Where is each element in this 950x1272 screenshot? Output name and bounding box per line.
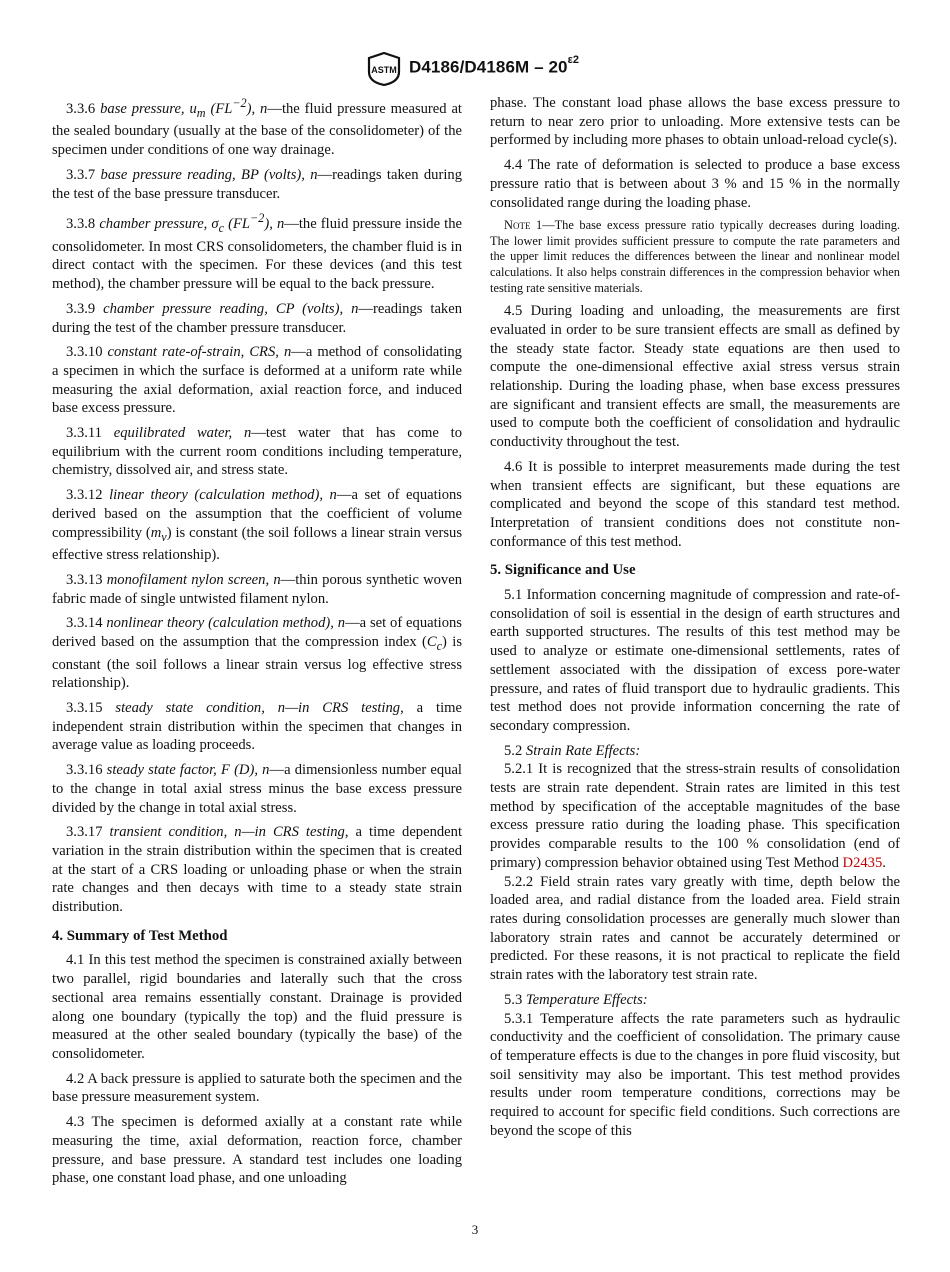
paragraph-5-3: 5.3 Temperature Effects:: [504, 991, 648, 1008]
left-column: [52, 94, 462, 1188]
definition-3-3-16: 3.3.16 steady state factor, F (D), n—a dimensionless number equal to the change in total axial stress minus the base excess pressure divided by the change in total axial stress.: [52, 762, 462, 816]
paragraph-5-2-2: 5.2.2 Field strain rates vary greatly with time, depth below the loaded area, and radial distance from the loaded area. Field strain rates during consolidation processes are generally much slower than laboratory strain rates and cannot be accurately determined or predicted. For these reasons, it is not practical to replicate the field strain rates with the laboratory test strain rate.: [490, 873, 900, 984]
paragraph-5-1: 5.1 Information concerning magnitude of compression and rate-of-consolidation of soil is essential in the design of earth structures and earth supported structures. The results of this test method may be used to analyze or estimate one-dimensional settlements, rates of settlement associated with the dissipation of excess pore-water pressure, and rates of fluid transport due to hydraulic gradients. This test method does not provide information concerning the rate of secondary compression.: [490, 587, 900, 734]
document-designation: $D4186/D4186M - 20^{\varepsilon 2}$: [409, 54, 580, 77]
paragraph-4-6: 4.6 It is possible to interpret measurements made during the test when transient effects are significant, but these equations are complicated and beyond the scope of this standard test method. Interpretation of transient conditions does not constitute non-conformance of this test method.: [490, 458, 900, 550]
definition-3-3-15: 3.3.15 steady state condition, n—in CRS testing, a time independent strain distribution within the specimen that changes in average value as loading proceeds.: [52, 700, 462, 754]
svg-text:ASTM: ASTM: [371, 65, 397, 75]
paragraph-4-3: 4.3 The specimen is deformed axially at a constant rate while measuring the time, axial deformation, reaction force, chamber pressure, and base pressure. A standard test includes one loading phase, one constant load phase, and one unloading: [52, 1114, 462, 1187]
astm-logo-icon: [366, 52, 402, 86]
right-column: [490, 94, 900, 1140]
definition-3-3-11: 3.3.11 equilibrated water, n—test water that has come to equilibrium with the current room conditions including temperature, chemistry, dissolved air, and stress state.: [52, 425, 462, 479]
paragraph-4-1: 4.1 In this test method the specimen is constrained axially between two parallel, rigid boundaries and laterally such that the cross sectional area remains essentially constant. Drainage is provided along one boundary (typically the top) and the fluid pressure is measured at the other sealed boundary (typically the base) of the consolidometer.: [52, 952, 462, 1062]
paragraph-4-2: 4.2 A back pressure is applied to saturate both the specimen and the base pressure measurement system.: [52, 1070, 462, 1106]
definition-3-3-13: 3.3.13 monofilament nylon screen, n—thin porous synthetic woven fabric made of single untwisted filament nylon.: [52, 571, 462, 607]
definition-3-3-6: 3.3.6 base pressure, $u_m$ $(FL^{-2})$, n—the fluid pressure measured at the sealed boundary (usually at the base of the consolidometer) of the specimen under conditions of one way drainage.: [52, 96, 462, 159]
reference-link-d2435[interactable]: D2435: [842, 854, 883, 871]
page-header: [0, 50, 950, 88]
paragraph-5-2: 5.2 Strain Rate Effects:: [504, 742, 641, 759]
definition-3-3-8: 3.3.8 chamber pressure, $\sigma_c$ $(FL^{-2})$, n—the fluid pressure inside the consolidometer. In most CRS consolidometers, the chamber fluid is in direct contact with the specimen. For these devices (and this test method), the chamber pressure will be equal to the back pressure.: [52, 211, 463, 293]
page-number: 3: [471, 1222, 479, 1237]
definition-3-3-17: 3.3.17 transient condition, n—in CRS testing, a time dependent variation in the strain distribution within the specimen that is created at the start of a CRS loading or unloading phase or when the strain rate changes and then decays with time to a steady state strain distribution.: [52, 824, 462, 916]
definition-3-3-14: 3.3.14 nonlinear theory (calculation method), n—a set of equations derived based on the assumption that the compression index $(C_c)$ is constant (the soil follows a linear strain versus log effective stress relationship).: [52, 615, 462, 692]
paragraph-5-3-1: 5.3.1 Temperature affects the rate parameters such as hydraulic conductivity and the coefficient of consolidation. The primary cause of temperature effects is due to the changes in pore fluid viscosity, but soil sensitivity may also be important. This test method provides results under room temperature conditions, corrections may be required to account for specific field conditions. Such corrections are beyond the scope of this: [490, 1010, 900, 1139]
note-1: Note 1—The base excess pressure ratio typically decreases during loading. The lower limit provides sufficient pressure to compute the rate parameters and the upper limit reduces the differences between the linear and nonlinear model calculations. It also helps constrain differences in the compression behavior when testing rate sensitive materials.: [490, 218, 900, 295]
definition-3-3-10: 3.3.10 constant rate-of-strain, CRS, n—a method of consolidating a specimen in which the surface is deformed at a uniform rate while measuring the axial deformation, axial reaction force, and induced base excess pressure.: [52, 344, 462, 417]
definition-3-3-7: 3.3.7 base pressure reading, BP (volts), n—readings taken during the test of the base pressure transducer.: [52, 166, 462, 202]
definition-3-3-9: 3.3.9 chamber pressure reading, CP (volts), n—readings taken during the test of the chamber pressure transducer.: [52, 300, 462, 336]
paragraph-5-2-1: 5.2.1 It is recognized that the stress-strain results of consolidation tests are strain rate dependent. Strain rates are limited in this test method by specification of the acceptable magnitudes of the base excess pressure ratio during the loading phase. This specification provides comparable results to the 100 % consolidation (end of primary) compression behavior obtained using Test Method D2435.: [490, 761, 900, 871]
definition-3-3-12: 3.3.12 linear theory (calculation method), n—a set of equations derived based on the assumption that the coefficient of volume compressibility $(m_v)$ is constant (the soil follows a linear strain versus effective stress relationship).: [52, 487, 462, 564]
paragraph-4-4: 4.4 The rate of deformation is selected to produce a base excess pressure ratio that is between about 3 % and 15 % in the normally consolidated range during the loading phase.: [490, 157, 900, 211]
section-5-heading: 5. Significance and Use: [490, 562, 636, 579]
paragraph-4-3-continued: phase. The constant load phase allows the base excess pressure to return to near zero prior to unloading. More extensive tests can be performed by including more phases to obtain unload-reload cycle(s).: [490, 95, 900, 149]
paragraph-4-5: 4.5 During loading and unloading, the measurements are first evaluated in order to be sure transient effects are small as defined by the steady state factor. Steady state equations are then used to compute the one-dimensional effective axial stress versus strain relationship. During the loading phase, when base excess pressures are significant and transient effects are small, the measurements are used to compute both the coefficient of consolidation and hydraulic conductivity throughout the test.: [490, 303, 900, 451]
section-4-heading: 4. Summary of Test Method: [52, 927, 228, 944]
